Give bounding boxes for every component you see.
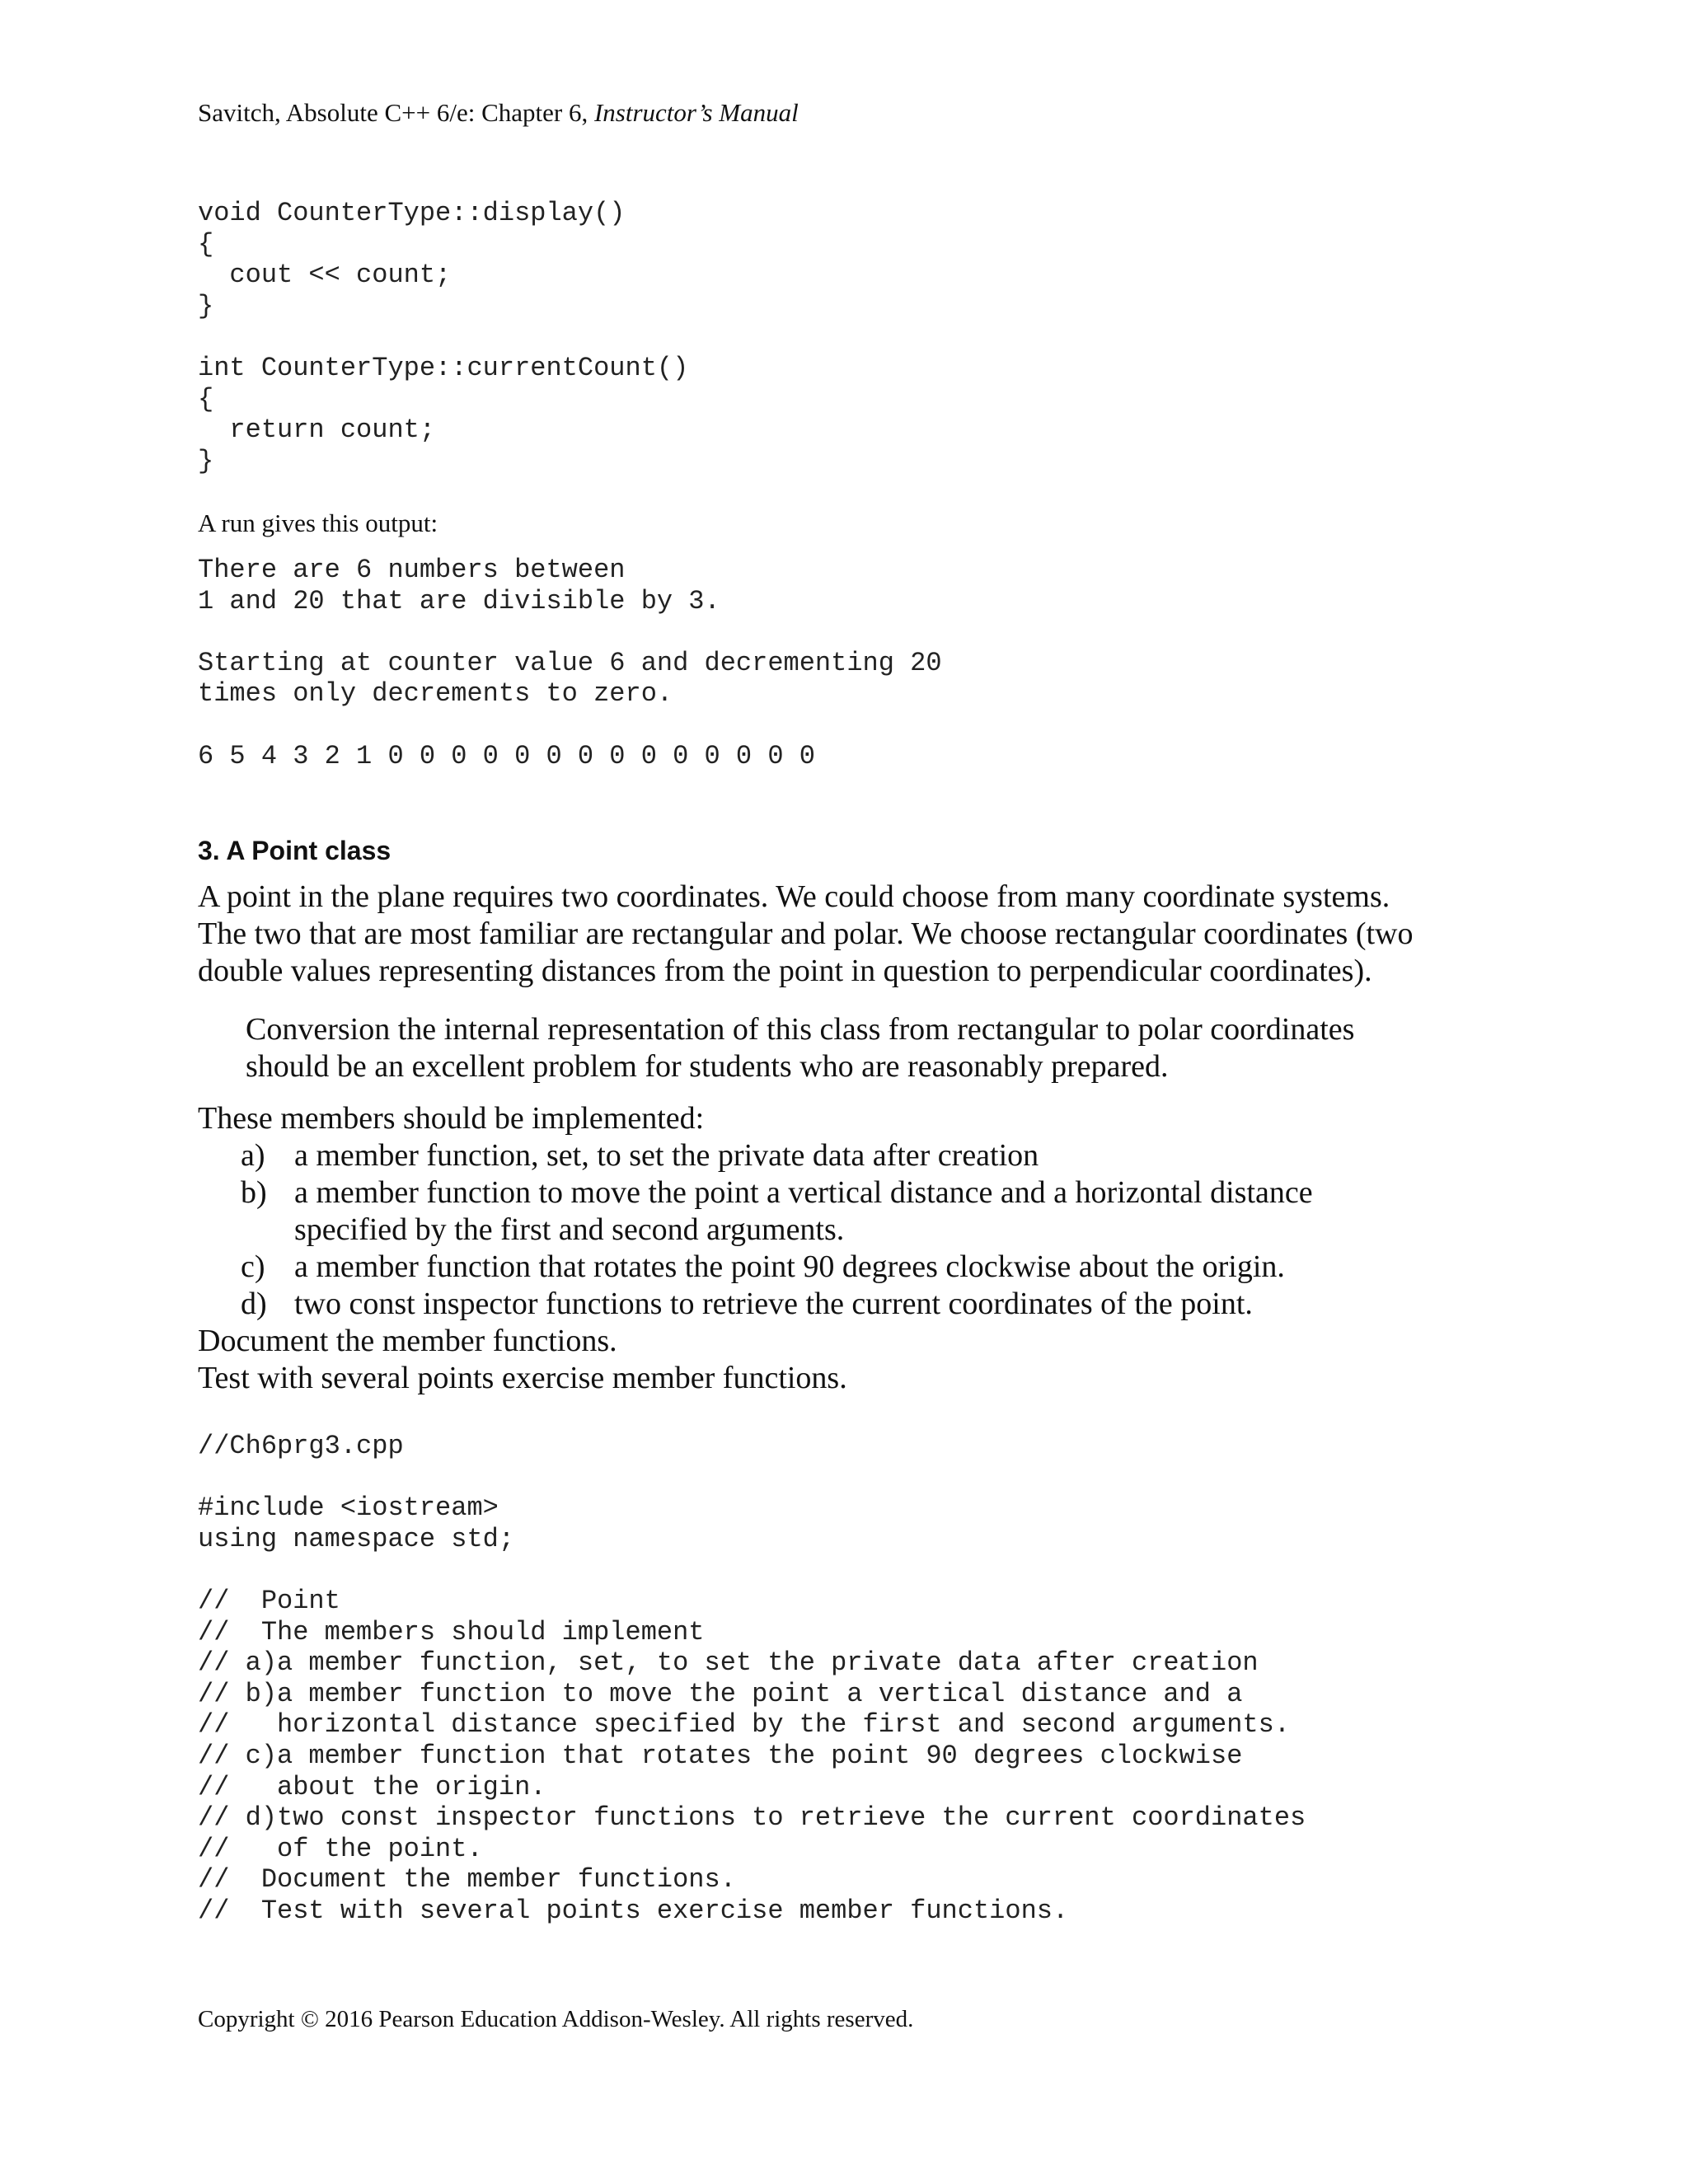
code-block-countertype-methods: void CounterType::display() { cout << count; } int CounterType::currentCount() { return count; } <box>198 198 689 476</box>
section-heading: 3. A Point class <box>198 836 392 865</box>
intro-line: The two that are most familiar are rectangular and polar. We choose rectangular coordinates (two <box>198 916 1414 951</box>
list-item <box>241 1286 1399 1323</box>
closing-line: Test with several points exercise member functions. <box>198 1361 847 1395</box>
list-marker: c) <box>241 1249 265 1284</box>
running-header <box>198 97 799 129</box>
list-item-text: two const inspector functions to retrieve the current coordinates of the point. <box>294 1286 1253 1321</box>
header-text: Savitch, Absolute C++ 6/e: Chapter 6, <box>198 98 594 127</box>
note-paragraph <box>246 1011 1354 1085</box>
list-marker: d) <box>241 1286 267 1321</box>
list-item-text: a member function, set, to set the private data after creation <box>294 1138 1039 1173</box>
intro-line: double values representing distances from the point in question to perpendicular coordinates). <box>198 954 1372 988</box>
list-item-text: a member function that rotates the point 90 degrees clockwise about the origin. <box>294 1249 1285 1284</box>
intro-paragraph <box>198 879 1413 990</box>
note-line: Conversion the internal representation of this class from rectangular to polar coordinates <box>246 1012 1355 1047</box>
program-output-block: There are 6 numbers between 1 and 20 that are divisible by 3. Starting at counter value 6 and decrementing 20 times only decrements to zero. 6 5 4 3 2 1 0 0 0 0 0 0 0 0 0 0 0 0 0 0 <box>198 555 942 771</box>
list-marker: b) <box>241 1175 267 1210</box>
list-item <box>241 1249 1399 1286</box>
closing-paragraph <box>198 1323 847 1397</box>
list-item-text: a member function to move the point a vertical distance and a horizontal distance specified by the first and second arguments. <box>294 1175 1313 1247</box>
code-block-point-program: //Ch6prg3.cpp #include <iostream> using namespace std; // Point // The members should implement // a)a member function, set, to set the private data after creation // b)a member function to move the point a vertical distance and a // horizontal distance specified by the first and second arguments. // c)a member function that rotates the point 90 degrees clockwise // about the origin. // d)two const inspector functions to retrieve the current coordinates // of the point. // Document the member functions. // Test with several points exercise member functions. <box>198 1431 1306 1926</box>
list-item <box>241 1137 1399 1174</box>
header-italic-text: Instructor’s Manual <box>593 98 799 127</box>
copyright-footer: Copyright © 2016 Pearson Education Addison-Wesley. All rights reserved. <box>198 2006 914 2032</box>
note-line: should be an excellent problem for students who are reasonably prepared. <box>246 1049 1169 1084</box>
list-item <box>241 1174 1399 1249</box>
closing-line: Document the member functions. <box>198 1324 617 1358</box>
members-intro: These members should be implemented: <box>198 1101 705 1136</box>
intro-line: A point in the plane requires two coordinates. We could choose from many coordinate systems. <box>198 879 1390 914</box>
list-marker: a) <box>241 1138 265 1173</box>
members-list <box>241 1137 1399 1323</box>
run-output-intro: A run gives this output: <box>198 509 438 537</box>
